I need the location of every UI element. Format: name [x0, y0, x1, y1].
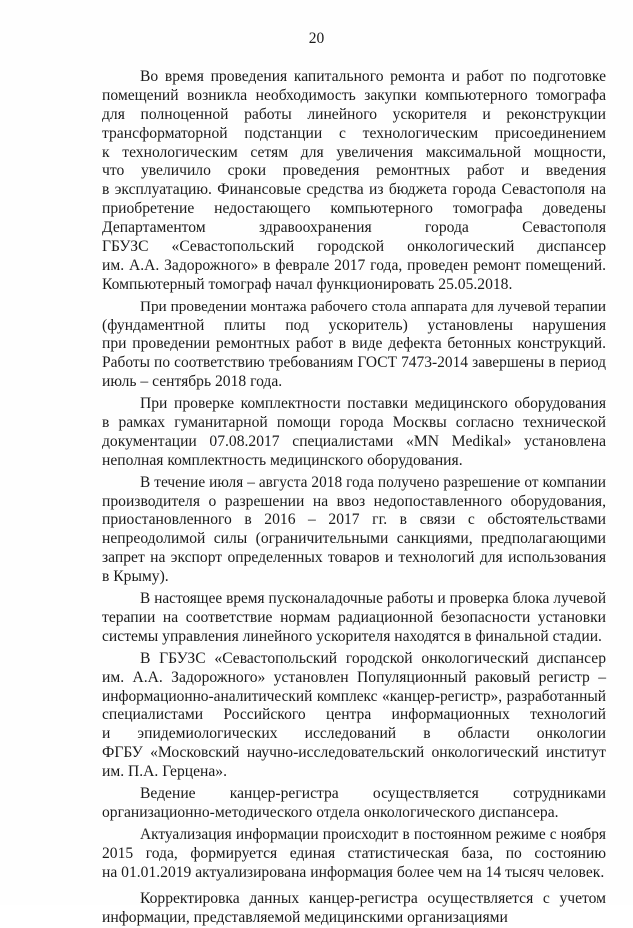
- paragraph: [102, 68, 606, 295]
- text-line: июль – сентябрь 2018 года.: [102, 373, 283, 391]
- text-line: приобретение недостающего компьютерного томографа доведены: [102, 200, 606, 218]
- text-line: специалистами Российского центра информационных технологий: [102, 706, 606, 724]
- text-line: при проведении ремонтных работ в виде дефекта бетонных конструкций.: [102, 335, 606, 353]
- text-line: ГБУЗС «Севастопольский городской онкологический диспансер: [102, 238, 606, 256]
- text-line: в Крыму).: [102, 568, 169, 586]
- paragraph: [102, 650, 606, 782]
- text-line: В течение июля – августа 2018 года получено разрешение от компании: [140, 473, 606, 491]
- text-line: При проверке комплектности поставки медицинского оборудования: [140, 395, 606, 413]
- text-line: Ведение канцер-регистра осуществляется сотрудниками: [140, 784, 606, 802]
- text-line: Корректировка данных канцер-регистра осуществляется с учетом: [140, 890, 606, 908]
- text-line: Компьютерный томограф начал функционировать 25.05.2018.: [102, 275, 513, 293]
- paragraph: [102, 298, 606, 392]
- text-line: в рамках гуманитарной помощи города Москвы согласно технической: [102, 414, 606, 432]
- text-line: терапии на соответствие нормам радиационной безопасности установки: [102, 608, 606, 626]
- text-line: Работы по соответствию требованиям ГОСТ 7473-2014 завершены в период: [102, 354, 606, 372]
- text-line: запрет на экспорт определенных товаров и технологий для использования: [102, 549, 606, 567]
- text-line: неполная комплектность медицинского оборудования.: [102, 451, 463, 469]
- text-line: что увеличило сроки проведения ремонтных работ и введения: [102, 162, 606, 180]
- text-line: помещений возникла необходимость закупки компьютерного томографа: [102, 86, 606, 104]
- text-line: к технологическим сетям для увеличения максимальной мощности,: [102, 143, 606, 161]
- text-line: 2015 года, формируется единая статистическая база, по состоянию: [102, 844, 606, 862]
- paragraph: [102, 890, 606, 928]
- text-line: непреодолимой силы (ограничительными санкциями, предполагающими: [102, 530, 606, 548]
- text-line: производителя о разрешении на ввоз недопоставленного оборудования,: [102, 492, 606, 510]
- paragraph: [102, 826, 606, 883]
- paragraph: [102, 474, 606, 587]
- text-line: документации 07.08.2017 специалистами «MN Medikal» установлена: [102, 432, 606, 450]
- text-line: им. П.А. Герцена».: [102, 763, 228, 781]
- text-line: Во время проведения капитального ремонта и работ по подготовке: [140, 68, 606, 85]
- paragraph: [102, 785, 606, 823]
- text-line: Актуализация информации происходит в постоянном режиме с ноября: [140, 825, 606, 843]
- text-line: информационно-аналитический комплекс «канцер-регистр», разработанный: [102, 687, 606, 705]
- document-body: [102, 68, 606, 928]
- text-line: В ГБУЗС «Севастопольский городской онкологический диспансер: [140, 649, 606, 667]
- text-line: В настоящее время пусконаладочные работы и проверка блока лучевой: [140, 590, 606, 608]
- text-line: информации, представляемой медицинскими организациями: [102, 909, 508, 927]
- text-line: ФГБУ «Московский научно-исследовательский онкологический институт: [102, 744, 606, 762]
- paragraph: [102, 590, 606, 647]
- text-line: При проведении монтажа рабочего стола аппарата для лучевой терапии: [140, 297, 606, 315]
- text-line: им. А.А. Задорожного» в феврале 2017 года, проведен ремонт помещений.: [102, 256, 606, 274]
- text-line: организационно-методического отдела онкологического диспансера.: [102, 803, 559, 821]
- text-line: трансформаторной подстанции с технологическим присоединением: [102, 124, 606, 142]
- text-line: Департаментом здравоохранения города Севастополя: [102, 219, 606, 237]
- text-line: системы управления линейного ускорителя находятся в финальной стадии.: [102, 627, 602, 645]
- text-line: им. А.А. Задорожного» установлен Популяционный раковый регистр –: [102, 668, 606, 686]
- paragraph: [102, 395, 606, 471]
- text-line: в эксплуатацию. Финансовые средства из бюджета города Севастополя на: [102, 181, 606, 199]
- text-line: приостановленного в 2016 – 2017 гг. в связи с обстоятельствами: [102, 511, 606, 529]
- text-line: на 01.01.2019 актуализирована информация более чем на 14 тысяч человек.: [102, 863, 605, 881]
- text-line: для полноценной работы линейного ускорителя и реконструкции: [102, 105, 606, 123]
- text-line: (фундаментной плиты под ускоритель) установлены нарушения: [102, 316, 606, 334]
- text-line: и эпидемиологических исследований в области онкологии: [102, 725, 606, 743]
- page-number: 20: [308, 30, 325, 47]
